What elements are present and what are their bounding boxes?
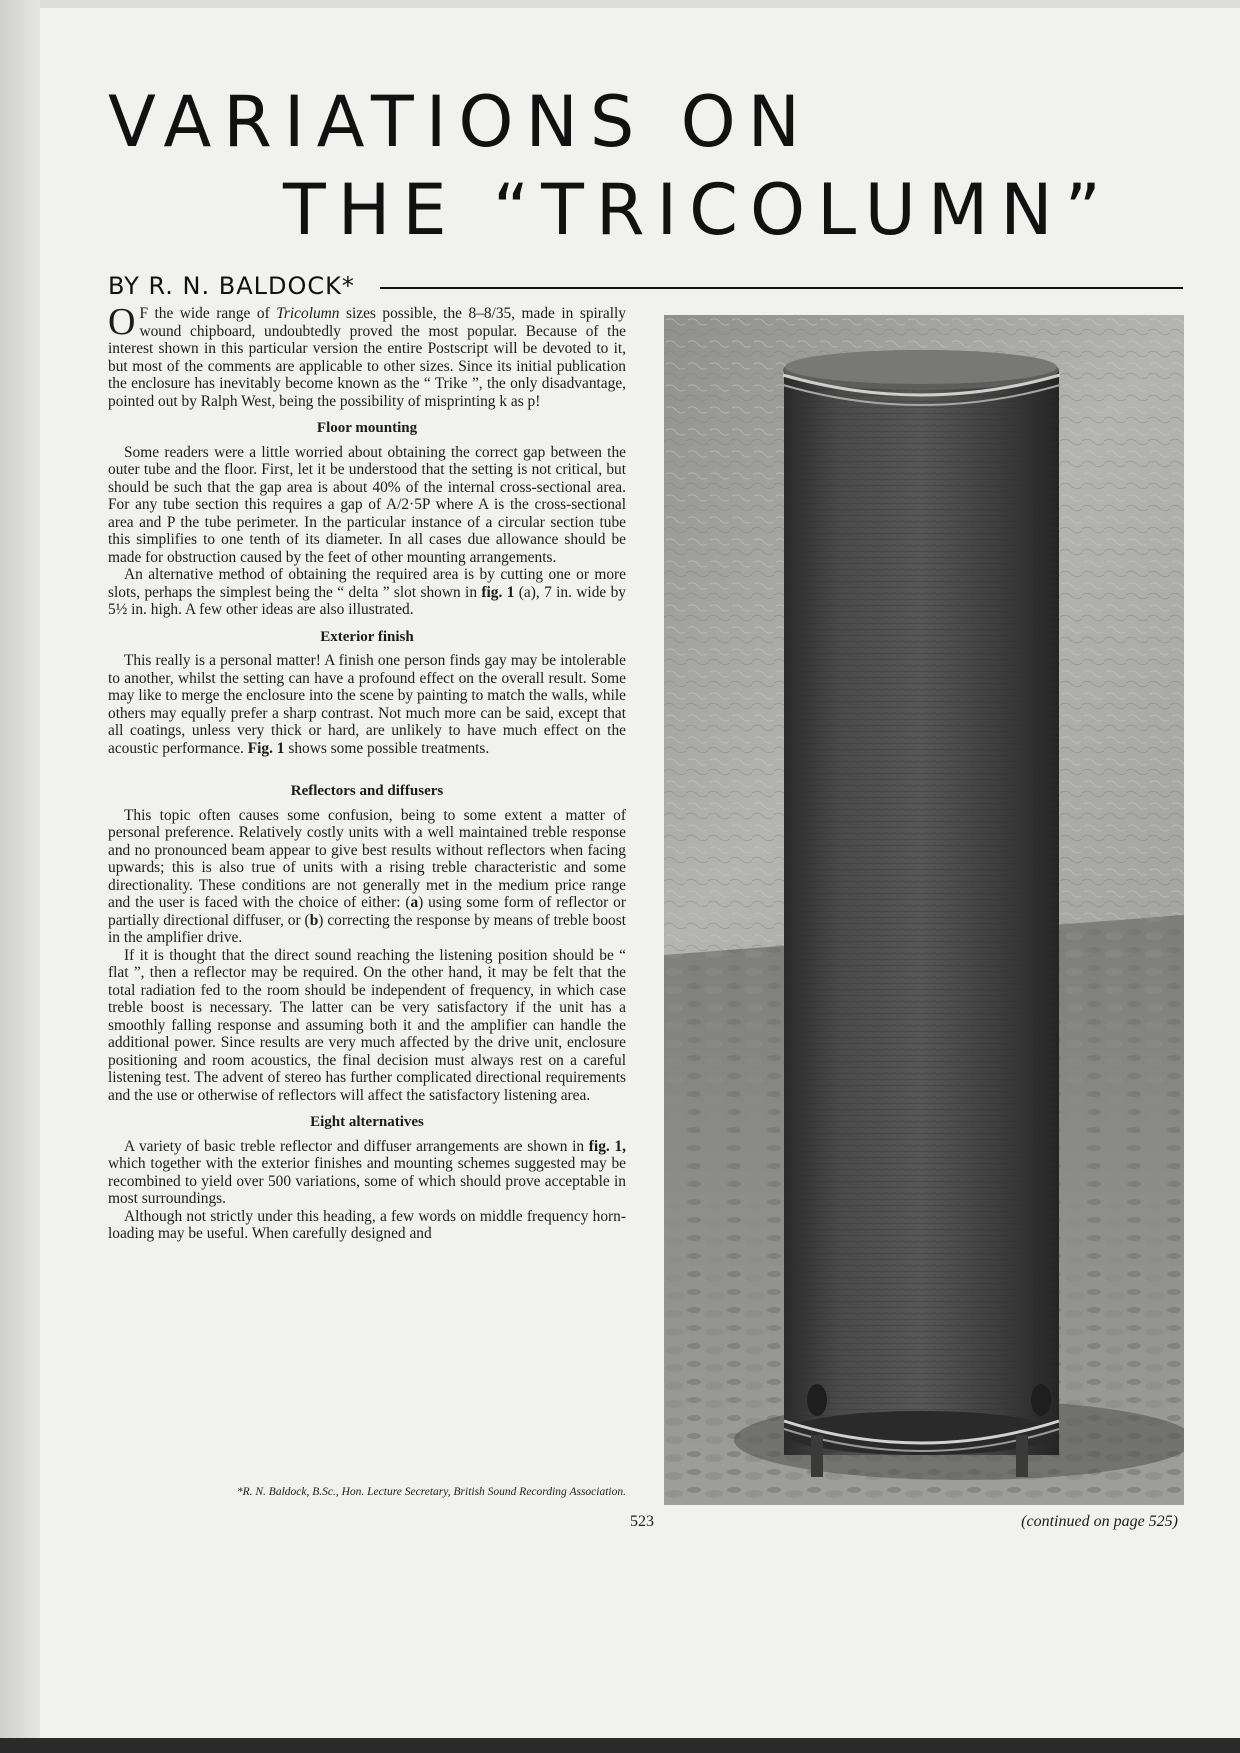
section-heading-floor-mounting: Floor mounting: [316, 420, 418, 436]
tricolumn-photograph: [664, 315, 1184, 1505]
scan-bottom-edge: [0, 1738, 1240, 1753]
paragraph: This really is a personal matter! A finish one person finds gay may be intolerable to another, whilst the setting can have a profound effect on the overall result. Some may like to merge the enclosure into the scene by painting to match the walls, while others may equally prefer a sharp contrast. Not much more can be said, except that all coatings, unless very thick or hard, are unlikely to have much effect on the acoustic performance. Fig. 1 shows some possible treatments.: [108, 652, 626, 757]
binding-shadow: [0, 0, 40, 1753]
article-title-line-1: VARIATIONS ON: [108, 81, 813, 163]
scan-top-edge: [0, 0, 1240, 8]
intro-paragraph: O F the wide range of Tricolumn sizes possible, the 8–8/35, made in spirally wound chipboard, undoubtedly proved the most popular. Because of the interest shown in this particular version the entire Postscript will be devoted to it, but most of the comments are applicable to other sizes. Since its initial publication the enclosure has inevitably become known as the “ Trike ”, the only disadvantage, pointed out by Ralph West, being the possibility of misprinting k as p!: [108, 301, 626, 410]
page-number: 523: [630, 1513, 654, 1530]
section-heading-reflectors-diffusers: Reflectors and diffusers: [290, 783, 444, 799]
byline: BY R. N. BALDOCK*: [108, 272, 355, 300]
article-body-column: [108, 301, 626, 1243]
byline-rule: [380, 287, 1183, 289]
section-heading-exterior-finish: Exterior finish: [320, 628, 414, 645]
paragraph: If it is thought that the direct sound reaching the listening position should be “ flat ”, then a reflector may be required. On the other hand, it may be felt that the total radiation fed to the room should be independent of frequency, in which case treble boost is necessary. The latter can be very satisfactory if the unit has a smoothly falling response and assuming both it and the amplifier can handle the additional power. Since results are very much affected by the drive unit, enclosure positioning and room acoustics, the final decision must always rest on a careful listening test. The advent of stereo has further complicated directional requirements and the use or otherwise of reflectors will affect the satisfactory listening area.: [108, 946, 626, 1104]
paragraph: A variety of basic treble reflector and diffuser arrangements are shown in fig. 1, which together with the exterior finishes and mounting schemes suggested may be recombined to yield over 500 variations, some of which should prove acceptable in most surroundings.: [108, 1137, 626, 1207]
drop-cap: O: [108, 301, 136, 343]
speaker-column-illustration: [664, 315, 1184, 1505]
paragraph: This topic often causes some confusion, being to some extent a matter of personal preference. Relatively costly units with a well maintained treble response and no pronounced beam appear to give best results without reflectors when facing upwards; this is also true of units with a rising treble characteristic and some directionality. These conditions are not generally met in the medium price range and the user is faced with the choice of either: (a) using some form of reflector or partially directional diffuser, or (b) correcting the response by means of treble boost in the amplifier drive.: [108, 806, 626, 946]
paragraph: An alternative method of obtaining the required area is by cutting one or more slots, perhaps the simplest being the “ delta ” slot shown in fig. 1 (a), 7 in. wide by 5½ in. high. A few other ideas are also illustrated.: [108, 566, 626, 618]
continued-note: (continued on page 525): [1021, 1513, 1178, 1530]
author-footnote: *R. N. Baldock, B.Sc., Hon. Lecture Secretary, British Sound Recording Association.: [236, 1486, 626, 1498]
section-heading-eight-alternatives: Eight alternatives: [310, 1114, 424, 1130]
article-title-line-2: THE “TRICOLUMN”: [283, 169, 1113, 251]
paragraph: Some readers were a little worried about obtaining the correct gap between the outer tube and the floor. First, let it be understood that the setting is not critical, but should be such that the gap area is about 40% of the internal cross-sectional area. For any tube section this requires a gap of A/2·5P where A is the cross-sectional area and P the tube perimeter. In the particular instance of a circular section tube this simplifies to one tenth of its diameter. In all cases due allowance should be made for obstruction caused by the feet of other mounting arrangements.: [108, 443, 626, 566]
paragraph: Although not strictly under this heading, a few words on middle frequency horn-loading may be useful. When carefully designed and: [108, 1207, 626, 1242]
